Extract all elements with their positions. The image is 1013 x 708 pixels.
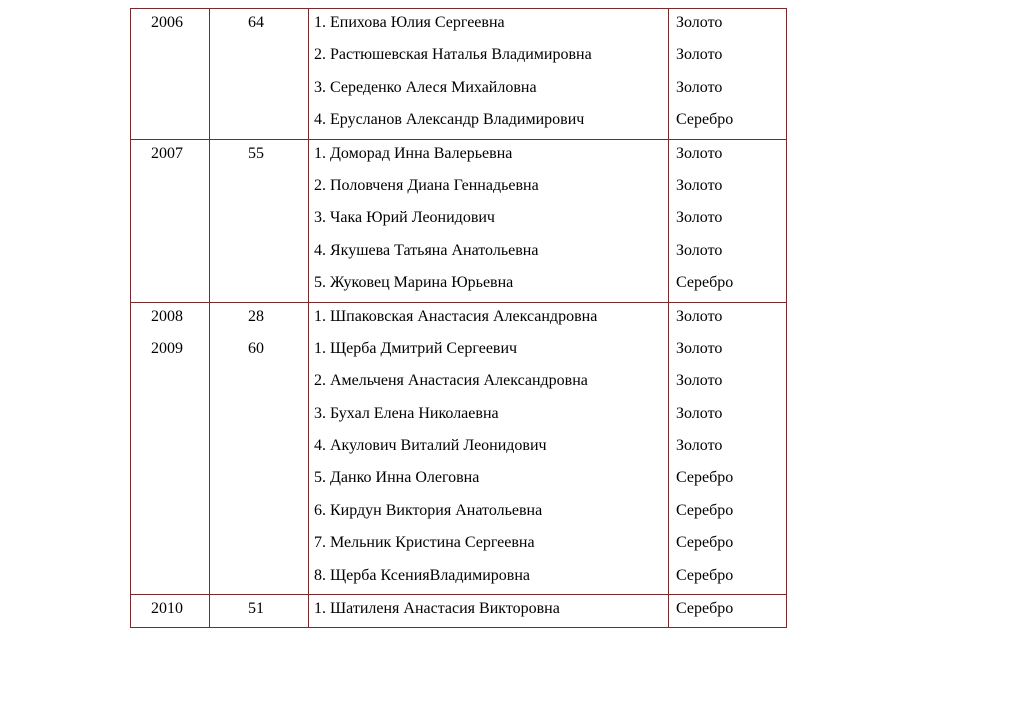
name-cell: 3. Чака Юрий Леонидович bbox=[314, 209, 495, 227]
year-cell: 2007 bbox=[151, 144, 183, 162]
name-cell: 5. Данко Инна Олеговна bbox=[314, 469, 480, 487]
award-cell: Серебро bbox=[676, 600, 734, 618]
table-row bbox=[131, 529, 786, 561]
table-row bbox=[131, 237, 786, 269]
award-cell: Золото bbox=[676, 241, 723, 259]
table-row bbox=[131, 432, 786, 464]
table-row bbox=[131, 595, 786, 627]
medalists-table bbox=[130, 8, 787, 628]
table-row bbox=[131, 303, 786, 335]
name-cell: 7. Мельник Кристина Сергеевна bbox=[314, 534, 535, 552]
year-cell: 2009 bbox=[151, 339, 183, 357]
award-cell: Золото bbox=[676, 372, 723, 390]
year-group bbox=[131, 9, 786, 140]
name-cell: 4. Якушева Татьяна Анатольевна bbox=[314, 241, 539, 259]
year-cell: 2008 bbox=[151, 307, 183, 325]
table-row bbox=[131, 335, 786, 367]
count-cell: 51 bbox=[248, 600, 264, 618]
award-cell: Золото bbox=[676, 78, 723, 96]
award-cell: Золото bbox=[676, 339, 723, 357]
name-cell: 1. Епихова Юлия Сергеевна bbox=[314, 14, 505, 31]
award-cell: Серебро bbox=[676, 469, 734, 487]
award-cell: Золото bbox=[676, 14, 723, 31]
table-row bbox=[131, 497, 786, 529]
table-row bbox=[131, 9, 786, 41]
year-group bbox=[131, 303, 786, 596]
table-row bbox=[131, 204, 786, 236]
table-row bbox=[131, 74, 786, 106]
table-row bbox=[131, 140, 786, 172]
name-cell: 8. Щерба КсенияВладимировна bbox=[314, 566, 531, 584]
year-group bbox=[131, 595, 786, 628]
count-cell: 55 bbox=[248, 144, 264, 162]
name-cell: 2. Амельченя Анастасия Александровна bbox=[314, 372, 588, 390]
count-cell: 60 bbox=[248, 339, 264, 357]
award-cell: Серебро bbox=[676, 274, 734, 292]
award-cell: Золото bbox=[676, 404, 723, 422]
award-cell: Золото bbox=[676, 209, 723, 227]
count-cell: 64 bbox=[248, 14, 264, 31]
name-cell: 3. Середенко Алеся Михайловна bbox=[314, 78, 537, 96]
award-cell: Золото bbox=[676, 46, 723, 64]
table-row bbox=[131, 172, 786, 204]
year-group bbox=[131, 140, 786, 303]
award-cell: Золото bbox=[676, 307, 723, 325]
name-cell: 2. Половченя Диана Геннадьевна bbox=[314, 176, 539, 194]
table-row bbox=[131, 562, 786, 594]
table-row bbox=[131, 269, 786, 301]
year-cell: 2010 bbox=[151, 600, 183, 618]
table-row bbox=[131, 400, 786, 432]
award-cell: Серебро bbox=[676, 566, 734, 584]
table-row bbox=[131, 367, 786, 399]
name-cell: 5. Жуковец Марина Юрьевна bbox=[314, 274, 514, 292]
award-cell: Серебро bbox=[676, 501, 734, 519]
award-cell: Серебро bbox=[676, 111, 734, 129]
year-cell: 2006 bbox=[151, 14, 183, 31]
name-cell: 1. Доморад Инна Валерьевна bbox=[314, 144, 513, 162]
table-row bbox=[131, 464, 786, 496]
table-row bbox=[131, 106, 786, 138]
award-cell: Золото bbox=[676, 176, 723, 194]
award-cell: Золото bbox=[676, 437, 723, 455]
name-cell: 2. Растюшевская Наталья Владимировна bbox=[314, 46, 592, 64]
name-cell: 4. Ерусланов Александр Владимирович bbox=[314, 111, 585, 129]
name-cell: 4. Акулович Виталий Леонидович bbox=[314, 437, 547, 455]
name-cell: 1. Щерба Дмитрий Сергеевич bbox=[314, 339, 518, 357]
count-cell: 28 bbox=[248, 307, 264, 325]
name-cell: 3. Бухал Елена Николаевна bbox=[314, 404, 499, 422]
name-cell: 1. Шпаковская Анастасия Александровна bbox=[314, 307, 598, 325]
name-cell: 6. Кирдун Виктория Анатольевна bbox=[314, 501, 543, 519]
name-cell: 1. Шатиленя Анастасия Викторовна bbox=[314, 600, 560, 618]
table-row bbox=[131, 41, 786, 73]
award-cell: Золото bbox=[676, 144, 723, 162]
award-cell: Серебро bbox=[676, 534, 734, 552]
